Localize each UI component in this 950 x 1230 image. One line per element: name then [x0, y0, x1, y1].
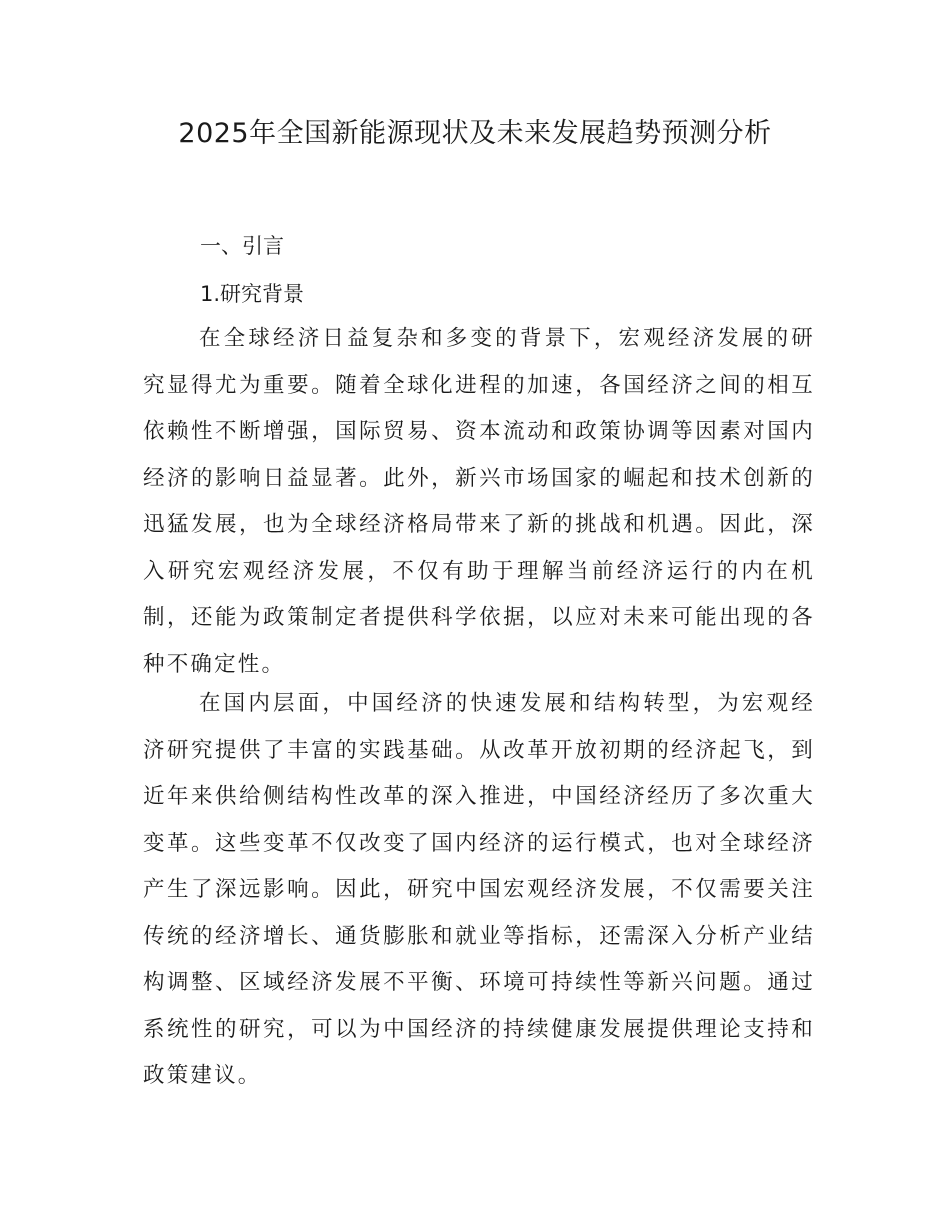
sub-heading: 1.研究背景 — [200, 282, 305, 306]
document-title: 2025年全国新能源现状及未来发展趋势预测分析 — [178, 118, 772, 149]
paragraph: 在全球经济日益复杂和多变的背景下，宏观经济发展的研究显得尤为重要。随着全球化进程的加速，各国经济之间的相互依赖性不断增强，国际贸易、资本流动和政策协调等因素对国内经济的影响日益显著。此外，新兴市场国家的崛起和技术创新的迅猛发展，也为全球经济格局带来了新的挑战和机遇。因此，深入研究宏观经济发展，不仅有助于理解当前经济运行的内在机制，还能为政策制定者提供科学依据，以应对未来可能出现的各种不确定性。 — [143, 326, 815, 677]
paragraph: 在国内层面，中国经济的快速发展和结构转型，为宏观经济研究提供了丰富的实践基础。从改革开放初期的经济起飞，到近年来供给侧结构性改革的深入推进，中国经济经历了多次重大变革。这些变革不仅改变了国内经济的运行模式，也对全球经济产生了深远影响。因此，研究中国宏观经济发展，不仅需要关注传统的经济增长、通货膨胀和就业等指标，还需深入分析产业结构调整、区域经济发展不平衡、环境可持续性等新兴问题。通过系统性的研究，可以为中国经济的持续健康发展提供理论支持和政策建议。 — [143, 691, 815, 1088]
section-heading: 一、引言 — [200, 234, 284, 258]
